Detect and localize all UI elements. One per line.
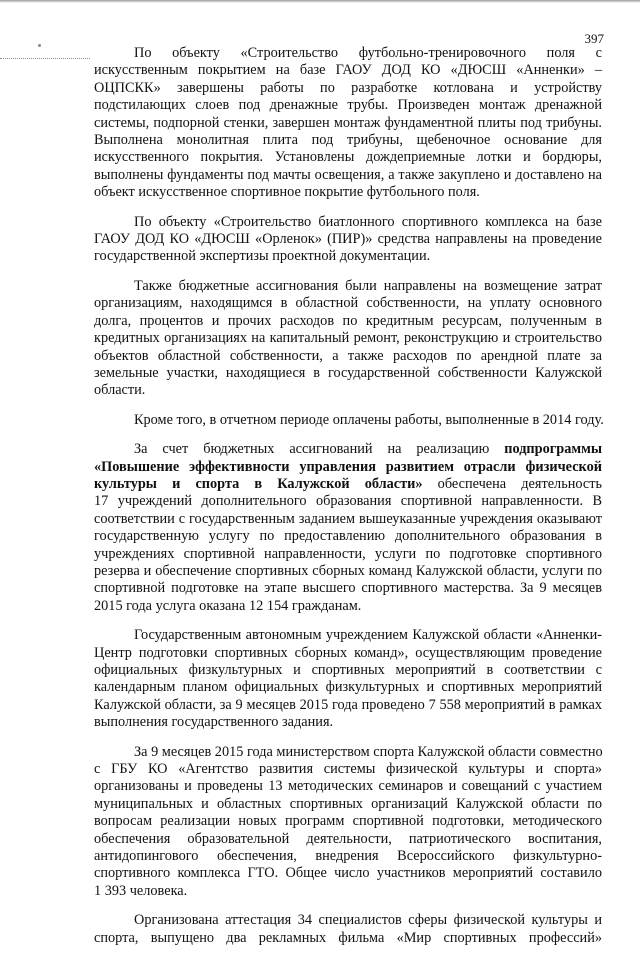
- text-fragment: обеспечена деятельность: [422, 475, 602, 492]
- text-line: земельные участки, находящиеся в государственной собственности Калужской: [94, 364, 602, 381]
- text-line: учреждениях спортивной направленности, услуги по подготовке спортивного: [94, 545, 602, 562]
- text-line: [94, 476, 602, 493]
- text-line: 17 учреждений дополнительного образования спортивной направленности. В: [94, 493, 602, 510]
- scan-artifact: [38, 44, 41, 47]
- scan-artifact: [0, 58, 90, 60]
- text-line: ОЦПСКК» завершены работы по разработке котлована и устройству: [94, 79, 602, 96]
- text-line: выполнения государственного задания.: [94, 714, 334, 731]
- text-line: Центр подготовки спортивных сборных команд», осуществляющим проведение: [94, 644, 602, 661]
- text-line: обеспечения образовательной деятельности, патриотического воспитания,: [94, 830, 602, 847]
- text-line: организованы и проведены 13 методических семинаров и совещаний с участием: [94, 778, 602, 795]
- text-fragment: За счет бюджетных ассигнований на реализацию: [134, 441, 505, 458]
- text-line: спорта, выпущено два рекламных фильма «Мир спортивных профессий»: [94, 929, 602, 946]
- subprogram-title: подпрограммы: [504, 441, 602, 458]
- text-line: объект искусственное спортивное покрытие футбольного поля.: [94, 184, 480, 201]
- text-line: искусственного покрытия. Установлены дождеприемные лотки и бордюры,: [94, 149, 602, 166]
- text-line: [94, 459, 602, 476]
- paragraph-annenki-center: [94, 627, 602, 731]
- text-line: объектов областной собственности, а также расходов по арендной плате за: [94, 347, 602, 364]
- document-body: [94, 45, 602, 959]
- paragraph-football-field: [94, 45, 602, 202]
- paragraph-subprogram: [94, 441, 602, 615]
- text-line: Кроме того, в отчетном периоде оплачены работы, выполненные в 2014 году.: [134, 411, 604, 428]
- text-line: антидопингового обеспечения, внедрения Всероссийского физкультурно-: [94, 848, 602, 865]
- text-line: с ГБУ КО «Агентство развития системы физической культуры и спорта»: [94, 761, 602, 778]
- text-line: официальных физкультурных и спортивных мероприятий в соответствии с: [94, 662, 602, 678]
- text-line: муниципальных и областных спортивных организаций Калужской области по: [94, 795, 602, 812]
- subprogram-title: «Повышение эффективности управления развитием отрасли физической: [94, 458, 602, 475]
- text-line: выполнены фундаменты под мачты освещения, а также закуплено и доставлено на: [94, 166, 602, 183]
- text-line: соответствии с государственным заданием вышеуказанные учреждения оказывают: [94, 510, 602, 527]
- text-line: За 9 месяцев 2015 года министерством спорта Калужской области совместно: [134, 743, 603, 760]
- text-line: Организована аттестация 34 специалистов сферы физической культуры и: [134, 912, 602, 929]
- text-line: области.: [94, 382, 146, 399]
- text-line: подстилающих слоев под дренажные трубы. Произведен монтаж дренажной: [94, 97, 602, 114]
- paragraph-budget-allocations: [94, 278, 602, 400]
- text-line: 1 393 человека.: [94, 882, 188, 899]
- text-line: По объекту «Строительство футбольно-тренировочного поля с: [134, 45, 602, 61]
- text-line: вопросам реализации новых программ спортивной подготовки, методического: [94, 813, 602, 830]
- paragraph-seminars: [94, 744, 602, 901]
- text-line: государственную услугу по предоставлению дополнительного образования в: [94, 528, 602, 545]
- text-line: кредитных организациях на капитальный ремонт, реконструкцию и строительство: [94, 330, 602, 347]
- text-line: резерва и обеспечение спортивных сборных команд Калужской области, услуги по: [94, 562, 602, 579]
- text-line: искусственным покрытием на базе ГАОУ ДОД КО «ДЮСШ «Анненки» –: [94, 62, 602, 79]
- text-line: календарным планом официальных физкультурных и спортивных мероприятий: [94, 679, 602, 696]
- page-number: 397: [584, 31, 604, 46]
- text-line: Также бюджетные ассигнования были направлены на возмещение затрат: [134, 277, 602, 294]
- text-line: [94, 441, 602, 458]
- text-line: 2015 года услуга оказана 12 154 гражданам.: [94, 597, 362, 614]
- paragraph-biathlon: [94, 214, 602, 266]
- subprogram-title: культуры и спорта в Калужской области»: [94, 475, 423, 492]
- scan-edge: [0, 0, 640, 3]
- text-line: ГАОУ ДОД КО «ДЮСШ «Орленок» (ПИР)» средства направлены на проведение: [94, 231, 602, 248]
- text-line: системы, подпорной стенки, завершен монтаж фундаментной плиты под трибуны.: [94, 114, 602, 131]
- text-line: По объекту «Строительство биатлонного спортивного комплекса на базе: [134, 213, 602, 230]
- text-line: спортивной подготовке на этапе высшего спортивного мастерства. За 9 месяцев: [94, 580, 602, 597]
- paragraph-attestation: [94, 912, 602, 947]
- text-line: спортивного комплекса ГТО. Общее число участников мероприятий составило: [94, 865, 602, 882]
- text-line: Выполнена монолитная плита под трибуны, щебеночное основание для: [94, 132, 602, 149]
- text-line: Государственным автономным учреждением Калужской области «Анненки-: [134, 627, 602, 644]
- text-line: Калужской области, за 9 месяцев 2015 года проведено 7 558 мероприятий в рамках: [94, 696, 602, 713]
- text-line: долга, процентов и прочих расходов по кредитным ресурсам, полученным в: [94, 312, 602, 329]
- text-line: государственной экспертизы проектной документации.: [94, 248, 431, 265]
- text-line: организациям, находящимся в областной собственности, на уплату основного: [94, 295, 602, 312]
- paragraph-2014-works: [94, 412, 602, 429]
